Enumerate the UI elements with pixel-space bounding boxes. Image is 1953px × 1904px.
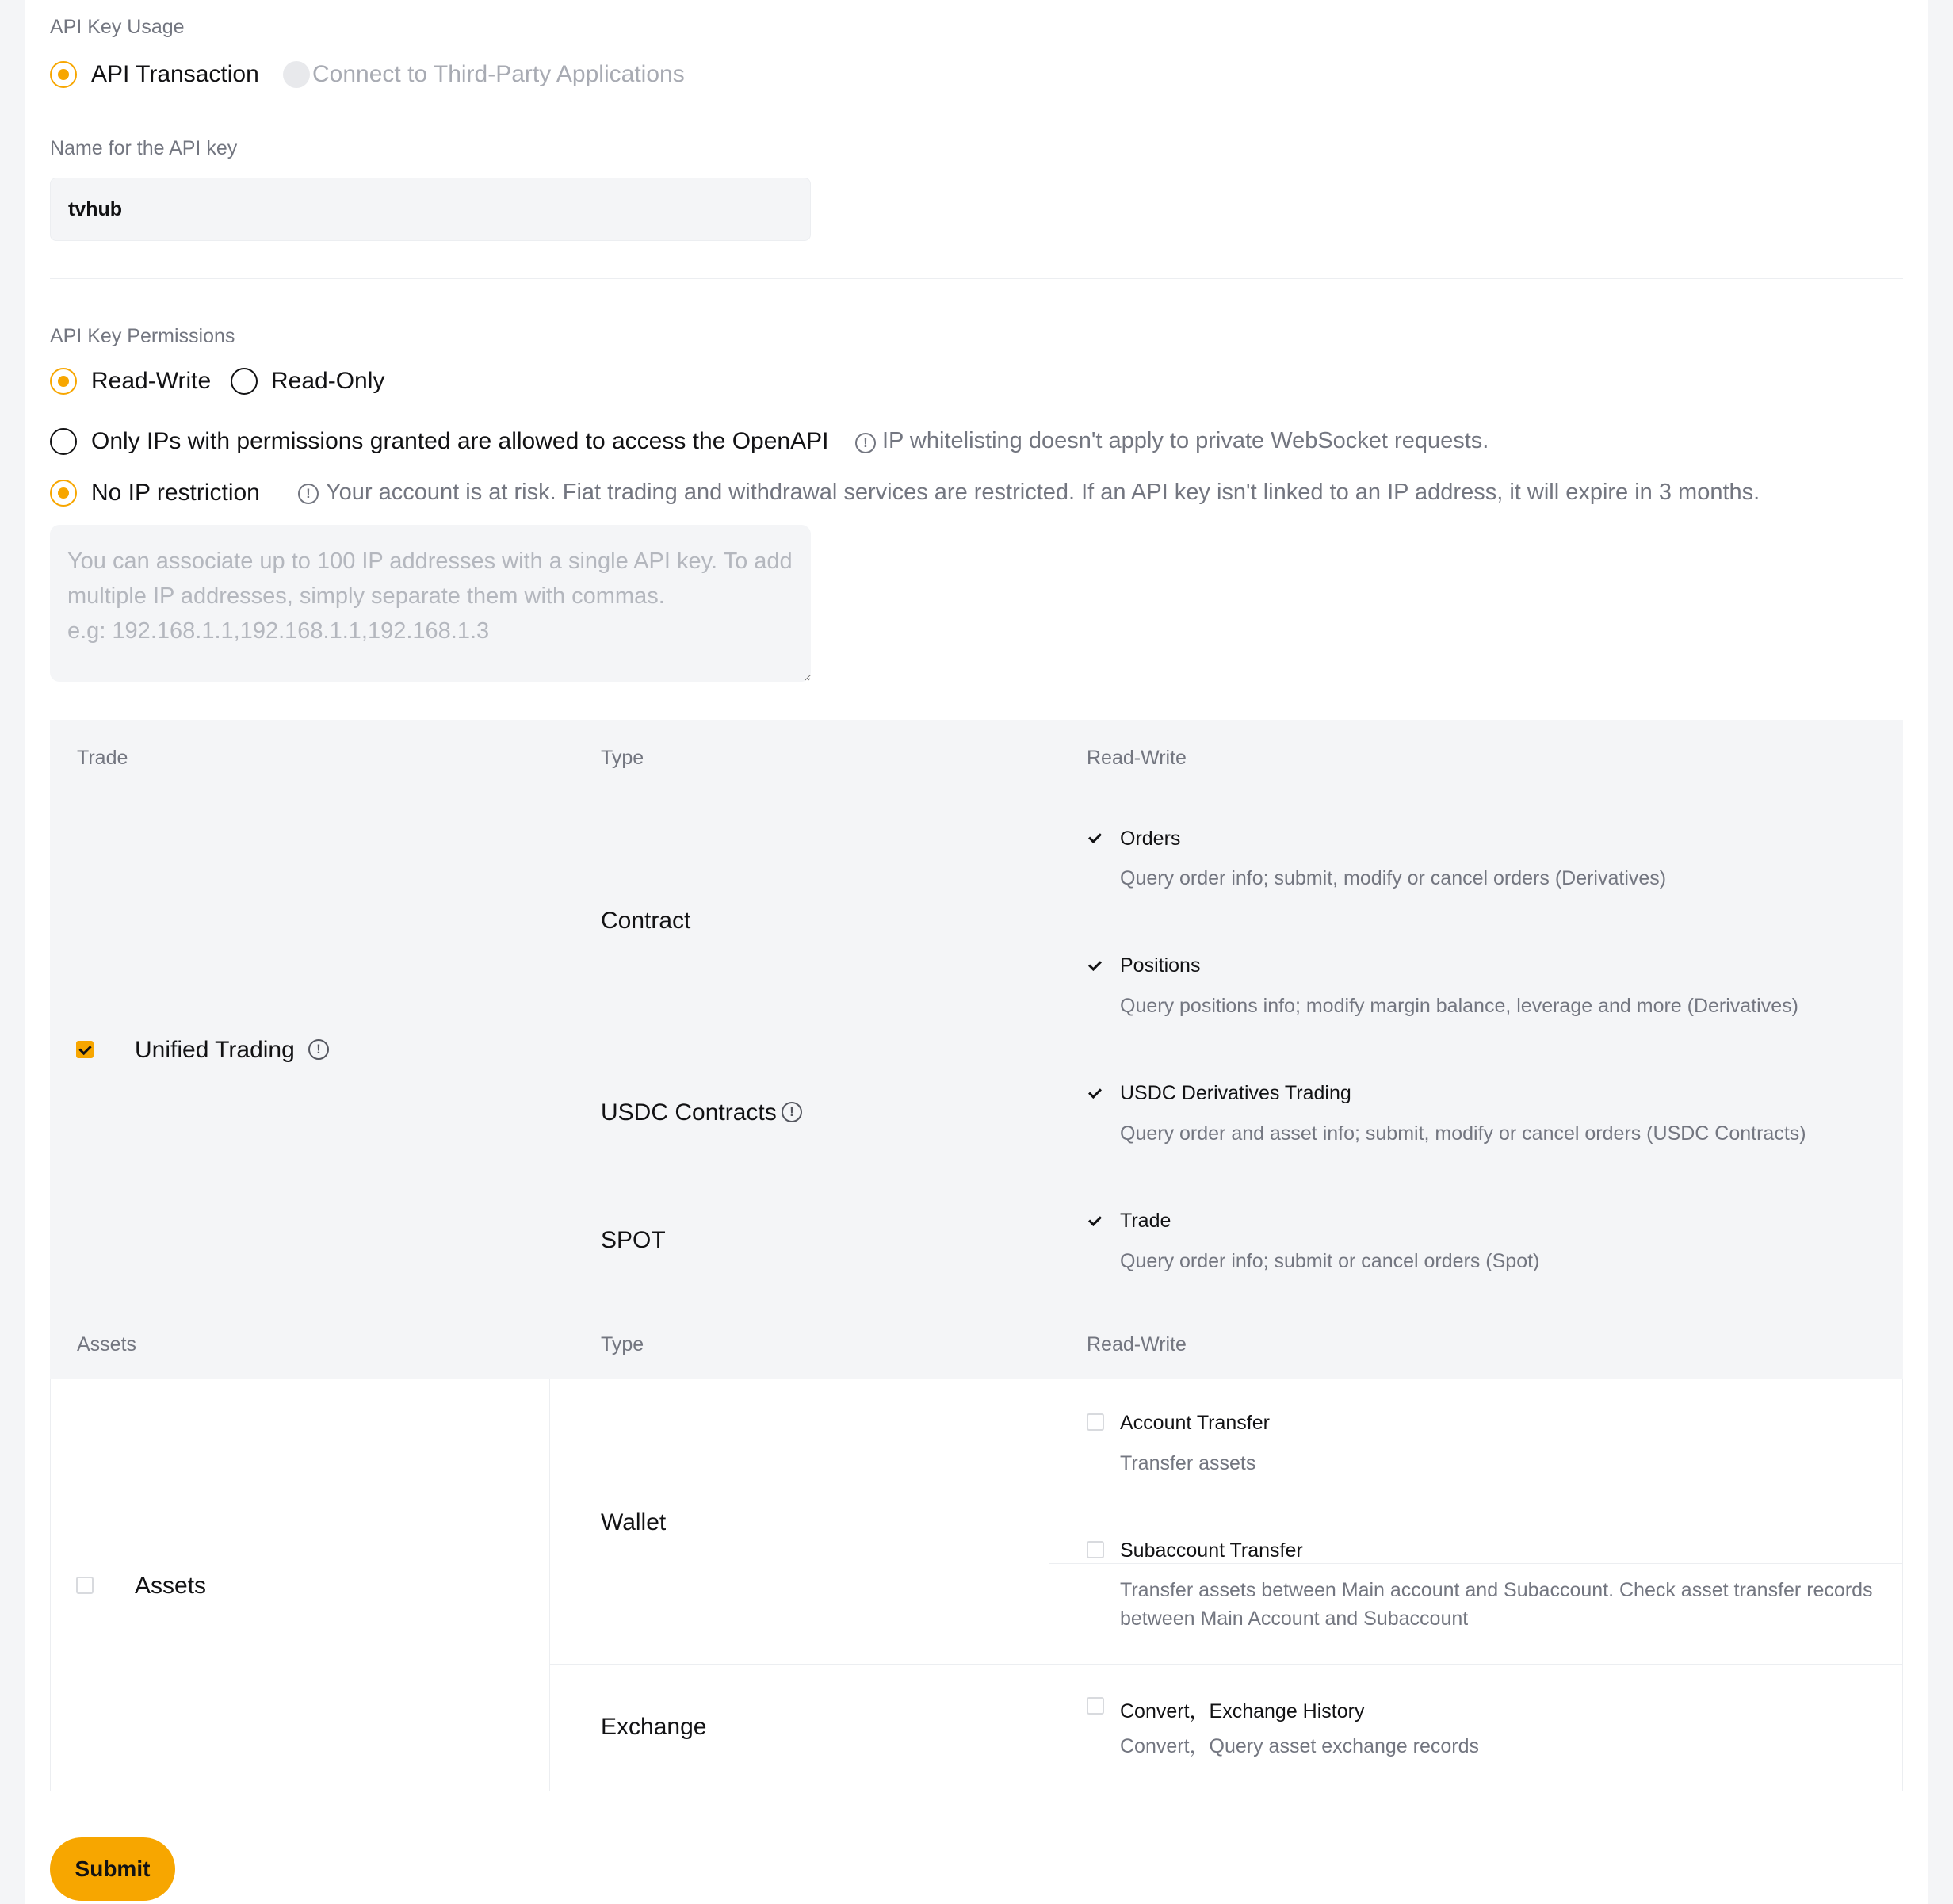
account-transfer-checkbox[interactable] bbox=[1087, 1413, 1104, 1431]
usage-third-party-radio bbox=[283, 61, 310, 88]
perm-convert-desc: Convert，Query asset exchange records bbox=[1120, 1735, 1479, 1757]
perm-account-transfer-desc: Transfer assets bbox=[1120, 1452, 1256, 1474]
column-divider bbox=[549, 1379, 550, 1791]
no-ip-restriction-label[interactable]: No IP restriction bbox=[91, 480, 260, 506]
perm-subaccount-transfer-desc: Transfer assets between Main account and Subaccount. Check asset transfer records between Main Account and Subaccount bbox=[1120, 1579, 1873, 1630]
row-divider bbox=[1049, 1563, 1903, 1564]
row-divider bbox=[549, 1664, 1903, 1665]
api-key-form bbox=[25, 0, 1928, 1904]
permissions-label: API Key Permissions bbox=[50, 325, 235, 347]
read-only-radio[interactable] bbox=[231, 368, 258, 395]
warning-icon: ! bbox=[298, 484, 319, 504]
usage-api-transaction-label[interactable]: API Transaction bbox=[91, 61, 259, 87]
info-icon: ! bbox=[308, 1039, 329, 1060]
usage-third-party-label: Connect to Third-Party Applications bbox=[312, 61, 685, 87]
info-icon: ! bbox=[782, 1102, 802, 1122]
type-spot: SPOT bbox=[601, 1227, 666, 1253]
section-divider bbox=[50, 278, 1903, 279]
type-wallet: Wallet bbox=[601, 1509, 667, 1535]
ip-address-textarea[interactable] bbox=[50, 525, 811, 682]
read-only-label[interactable]: Read-Only bbox=[271, 368, 385, 394]
type-contract: Contract bbox=[601, 908, 691, 934]
assets-group-label: Assets bbox=[135, 1573, 207, 1599]
usage-label: API Key Usage bbox=[50, 16, 185, 38]
perm-orders-title: Orders bbox=[1120, 828, 1181, 850]
perm-usdc-desc: Query order and asset info; submit, modify or cancel orders (USDC Contracts) bbox=[1120, 1122, 1806, 1145]
unified-trading-label: Unified Trading bbox=[135, 1037, 295, 1063]
orders-checkbox[interactable] bbox=[1087, 829, 1104, 847]
perm-positions-desc: Query positions info; modify margin balance, leverage and more (Derivatives) bbox=[1120, 995, 1798, 1017]
read-write-label[interactable]: Read-Write bbox=[91, 368, 212, 394]
read-write-radio[interactable] bbox=[50, 368, 77, 395]
permissions-table bbox=[50, 720, 1903, 1791]
type-usdc-contracts: USDC Contracts bbox=[601, 1099, 777, 1126]
usage-api-transaction-radio[interactable] bbox=[50, 61, 77, 88]
submit-button[interactable]: Submit bbox=[50, 1837, 175, 1901]
perm-subaccount-transfer-title: Subaccount Transfer bbox=[1120, 1539, 1303, 1562]
subaccount-transfer-checkbox[interactable] bbox=[1087, 1541, 1104, 1558]
read-write-header: Read-Write bbox=[1087, 1333, 1187, 1355]
perm-spot-title: Trade bbox=[1120, 1210, 1171, 1232]
info-icon: ! bbox=[855, 433, 876, 453]
type-header: Type bbox=[601, 747, 644, 769]
type-header: Type bbox=[601, 1333, 644, 1355]
convert-exchange-checkbox[interactable] bbox=[1087, 1697, 1104, 1715]
perm-usdc-title: USDC Derivatives Trading bbox=[1120, 1082, 1351, 1104]
read-write-header: Read-Write bbox=[1087, 747, 1187, 769]
positions-checkbox[interactable] bbox=[1087, 957, 1104, 974]
name-label: Name for the API key bbox=[50, 137, 238, 159]
unified-trading-checkbox[interactable] bbox=[76, 1041, 94, 1058]
perm-orders-desc: Query order info; submit, modify or cancel orders (Derivatives) bbox=[1120, 867, 1667, 889]
perm-spot-desc: Query order info; submit or cancel orders (Spot) bbox=[1120, 1250, 1540, 1272]
ip-whitelist-label[interactable]: Only IPs with permissions granted are allowed to access the OpenAPI bbox=[91, 428, 829, 454]
table-border-left bbox=[50, 1379, 51, 1791]
perm-positions-title: Positions bbox=[1120, 954, 1201, 977]
usdc-derivatives-checkbox[interactable] bbox=[1087, 1084, 1104, 1102]
table-border-right bbox=[1902, 1379, 1903, 1791]
no-ip-restriction-radio[interactable] bbox=[50, 480, 77, 507]
perm-convert-title: Convert，Exchange History bbox=[1120, 1700, 1365, 1722]
spot-trade-checkbox[interactable] bbox=[1087, 1212, 1104, 1229]
api-key-name-input[interactable] bbox=[50, 178, 811, 241]
no-ip-restriction-hint: Your account is at risk. Fiat trading and withdrawal services are restricted. If an API key isn't linked to an IP address, it will expire in 3 months. bbox=[326, 480, 1760, 505]
perm-account-transfer-title: Account Transfer bbox=[1120, 1412, 1270, 1434]
type-exchange: Exchange bbox=[601, 1714, 707, 1740]
ip-whitelist-radio[interactable] bbox=[50, 428, 77, 455]
trade-header: Trade bbox=[77, 747, 128, 769]
assets-header: Assets bbox=[77, 1333, 137, 1355]
ip-whitelist-hint: IP whitelisting doesn't apply to private WebSocket requests. bbox=[882, 428, 1489, 453]
assets-checkbox[interactable] bbox=[76, 1577, 94, 1594]
